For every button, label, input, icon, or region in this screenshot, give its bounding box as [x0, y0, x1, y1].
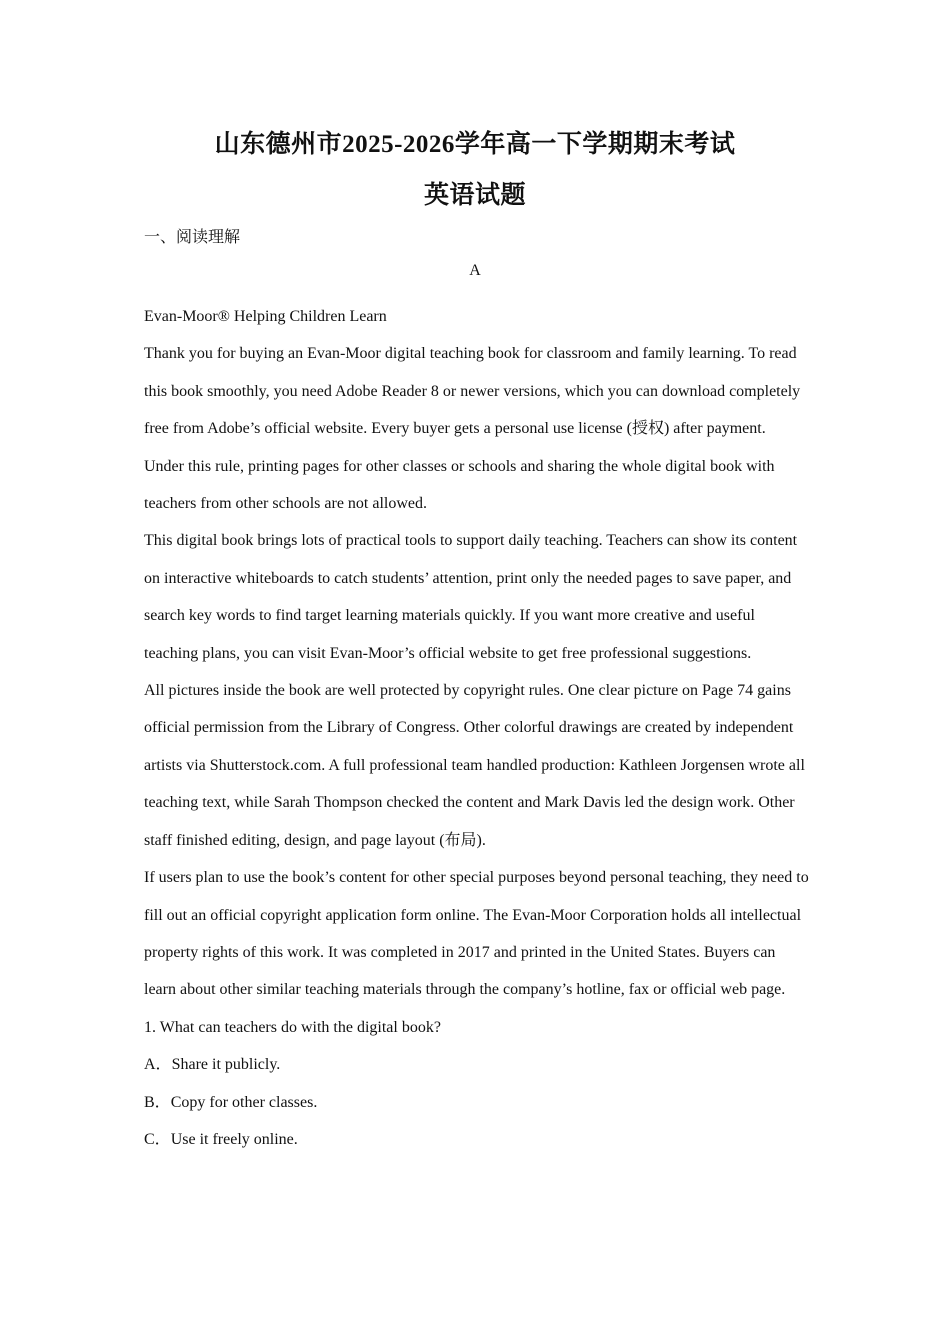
passage-paragraph-3: All pictures inside the book are well protected by copyright rules. One clear picture on Page 74 gains official permission from the Library of Congress. Other colorful drawings are created by independent artists via Shutterstock.com. A full professional team handled production: Kathleen Jorgensen wrote all teaching text, while Sarah Thompson checked the content and Mark Davis led the design work. Other staff finished editing, design, and page layout (布局). [144, 682, 805, 849]
option-text: Use it freely online. [170, 1130, 298, 1148]
passage-paragraph-4: If users plan to use the book’s content for other special purposes beyond personal teaching, they need to fill out an official copyright application form online. The Evan-Moor Corporation holds all intellectual property rights of this work. It was completed in 2017 and printed in the United States. Buyers can learn about other similar teaching materials through the company’s hotline, fax or official web page. [144, 869, 809, 999]
passage-heading: Evan-Moor® Helping Children Learn [144, 308, 387, 325]
option-letter: A． [144, 1056, 172, 1074]
section-heading: 一、阅读理解 [144, 229, 241, 246]
passage-paragraph-2: This digital book brings lots of practical tools to support daily teaching. Teachers can show its content on interactive whiteboards to catch students’ attention, print only the needed pages to save paper, and search key words to find target learning materials quickly. If you want more creative and useful teaching plans, you can visit Evan-Moor’s official website to get free professional suggestions. [144, 532, 798, 662]
passage-label: A [469, 262, 481, 279]
answer-option-b [144, 1084, 809, 1121]
option-text: Copy for other classes. [170, 1093, 318, 1111]
exam-subtitle: 英语试题 [423, 182, 526, 209]
option-letter: B． [144, 1093, 171, 1111]
passage-paragraph-1: Thank you for buying an Evan-Moor digital teaching book for classroom and family learning. To read this book smoothly, you need Adobe Reader 8 or newer versions, which you can download completely free from Adobe’s official website. Every buyer gets a personal use license (授权) after payment. Under this rule, printing pages for other classes or schools and sharing the whole digital book with teachers from other schools are not allowed. [144, 345, 801, 513]
question-stem: 1. What can teachers do with the digital book? [144, 1018, 441, 1036]
answer-option-c [144, 1121, 809, 1158]
option-letter: C． [144, 1130, 171, 1148]
option-text: Share it publicly. [171, 1056, 281, 1074]
exam-title: 山东德州市2025-2026学年高一下学期期末考试 [214, 131, 736, 158]
answer-option-a [144, 1046, 809, 1083]
passage-body [144, 298, 809, 1158]
